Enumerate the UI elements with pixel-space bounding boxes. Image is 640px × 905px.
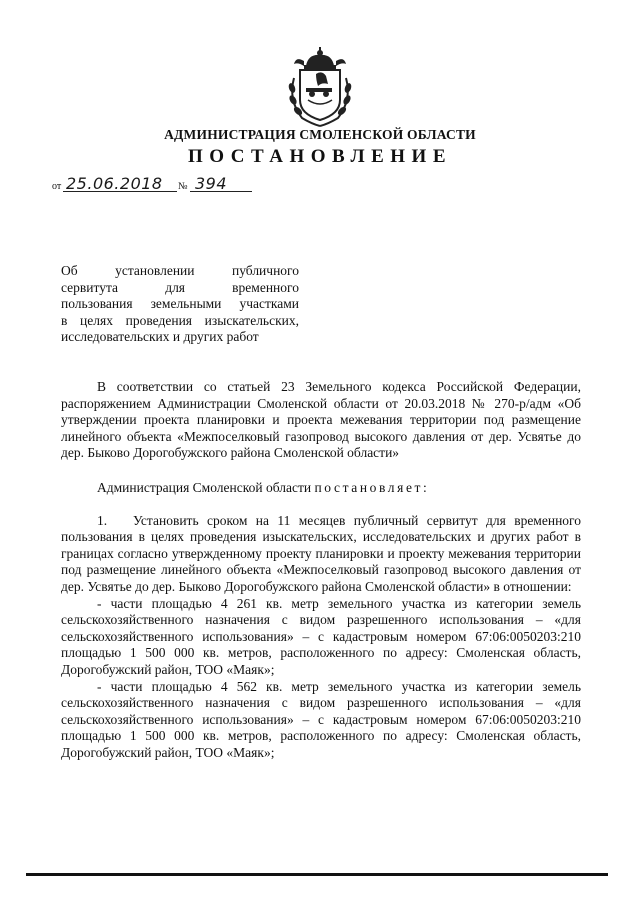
resolution-paragraph: [61, 480, 581, 497]
preamble-paragraph: В соответствии со статьей 23 Земельного кодекса Российской Федерации, распоряжением Администрации Смоленской области от 20.03.2018 № 270-р/адм «Об утверждении проекта планировки и проекта межевания территории под размещение линейного объекта «Межпоселковый газопровод высокого давления от дер. Усвятье до дер. Быково Дорогобужского района Смоленской области»: [61, 379, 581, 461]
item-text: Установить сроком на 11 месяцев публичный сервитут для временного пользования в целях проведения изыскательских, исследовательских и других работ в границах согласно утвержденному проекту планировки и проекту межевания территории под размещение линейного объекта «Межпоселковый газопровод высокого давления от дер. Усвятье до дер. Быково Дорогобужского района Смоленской области» в отношении:: [61, 512, 581, 594]
document-body: [61, 379, 581, 761]
resolution-verb: постановляет:: [314, 479, 430, 495]
number-prefix: №: [178, 181, 188, 192]
bullet-paragraph: - части площадью 4 261 кв. метр земельного участка из категории земель сельскохозяйственного назначения с видом разрешенного использования – «для сельскохозяйственного использования» – с кадастровым номером 67:06:0050203:210 площадью 1 500 000 кв. метров, расположенного по адресу: Смоленская область, Дорогобужский район, ТОО «Маяк»;: [61, 595, 581, 677]
document-subject: [61, 263, 299, 346]
date-value: 25.06.2018: [66, 174, 163, 193]
document-type-title: ПОСТАНОВЛЕНИЕ: [187, 146, 453, 167]
item-number: 1.: [97, 512, 108, 528]
organization-title: АДМИНИСТРАЦИЯ СМОЛЕНСКОЙ ОБЛАСТИ: [164, 127, 476, 142]
smolensk-coat-of-arms-icon: [282, 44, 358, 128]
date-number-line: [52, 171, 292, 195]
subject-line: пользования земельными участками: [61, 296, 299, 312]
item-paragraph: [61, 513, 581, 596]
bullet-paragraph: - части площадью 4 562 кв. метр земельного участка из категории земель сельскохозяйственного назначения с видом разрешенного использования – «для сельскохозяйственного использования» – с кадастровым номером 67:06:0050203:210 площадью 1 500 000 кв. метров, расположенного по адресу: Смоленская область, Дорогобужский район, ТОО «Маяк»;: [61, 678, 581, 760]
subject-line: Об установлении публичного: [61, 263, 299, 278]
subject-line: исследовательских и других работ: [61, 329, 259, 345]
date-prefix: от: [52, 181, 62, 192]
subject-line: в целях проведения изыскательских,: [61, 312, 299, 328]
scan-bottom-border: [26, 873, 608, 876]
number-value: 394: [195, 174, 228, 193]
resolution-subject: Администрация Смоленской области: [97, 479, 312, 495]
subject-line: сервитута для временного: [61, 279, 299, 295]
